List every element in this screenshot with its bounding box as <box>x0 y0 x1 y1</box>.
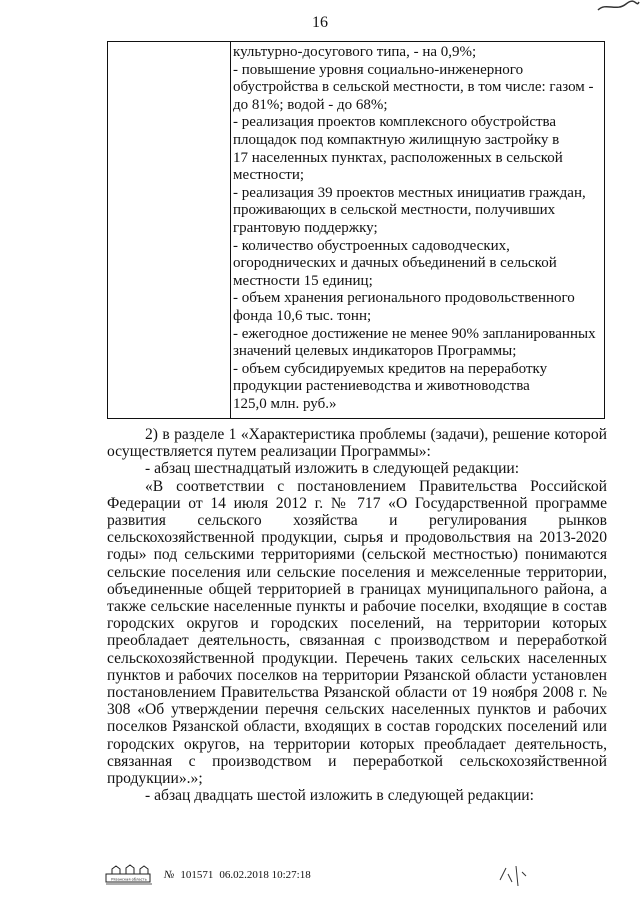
table-line: продукции растениеводства и животноводства <box>233 378 530 395</box>
timestamp: 06.02.2018 10:27:18 <box>219 869 311 881</box>
region-logo-icon <box>104 864 156 886</box>
corner-scribble-icon <box>596 0 640 14</box>
table-line: проживающих в сельской местности, получивших <box>233 202 556 219</box>
table-line: - объем субсидируемых кредитов на переработку <box>233 360 548 377</box>
table-line: площадок под компактную жилищную застройку в <box>233 131 560 148</box>
svg-text:Рязанская область: Рязанская область <box>111 877 147 882</box>
table-line: до 81%; водой - до 68%; <box>233 96 388 113</box>
document-number: 101571 <box>180 869 214 881</box>
table-line: огороднических и дачных объединений в сельской <box>233 255 557 272</box>
table-line: - повышение уровня социально-инженерного <box>233 61 524 78</box>
table-line: 125,0 млн. руб.» <box>233 395 337 412</box>
table-line: культурно-досугового типа, - на 0,9%; <box>233 44 477 60</box>
table-line: значений целевых индикаторов Программы; <box>233 343 517 360</box>
table-line: 17 населенных пунктах, расположенных в сельской <box>233 149 563 166</box>
indicators-table <box>107 41 605 419</box>
document-body <box>107 426 607 804</box>
table-line: - ежегодное достижение не менее 90% запланированных <box>233 325 596 342</box>
signature-mark-icon <box>496 860 532 890</box>
table-line: - реализация 39 проектов местных инициатив граждан, <box>233 184 586 201</box>
table-left-cell <box>108 42 231 418</box>
paragraph-abzac-16: - абзац шестнадцатый изложить в следующей редакции: <box>145 460 520 478</box>
table-line: грантовую поддержку; <box>233 219 378 236</box>
table-line: - реализация проектов комплексного обустройства <box>233 114 557 131</box>
table-line: обустройства в сельской местности, в том числе: газом - <box>233 79 594 96</box>
table-right-cell <box>231 44 600 413</box>
footer-stamp <box>104 864 311 886</box>
table-line: - объем хранения регионального продовольственного <box>233 290 575 307</box>
table-line: местности; <box>233 167 305 184</box>
paragraph-quote: «В соответствии с постановлением Правительства Российской Федерации от 14 июля 2012 г. № 717 «О Государственной программе развития сельского хозяйства и регулирования рынков сельскохозяйственной продукции, сырья и продовольствия на 2013-2020 годы» под сельскими территориями (сельской местностью) понимаются сельские поселения или сельские поселения и межселенные территории, объединенные общей территорией в границах муниципального района, а также сельские населенные пункты и рабочие поселки, входящие в состав городских округов и городских поселений, на территории которых преобладает деятельность, связанная с производством и переработкой сельскохозяйственной продукции. Перечень таких сельских населенных пунктов и рабочих поселков на территории Рязанской области установлен постановлением Правительства Рязанской области от 19 ноября 2008 г. № 308 «Об утверждении перечня сельских населенных пунктов и рабочих поселков Рязанской области, входящих в состав городских поселений или городских округов, на территории которых преобладает деятельность, связанная с производством и переработкой сельскохозяйственной продукции».»; <box>107 477 607 788</box>
table-line: - количество обустроенных садоводческих, <box>233 237 510 254</box>
paragraph-abzac-26: - абзац двадцать шестой изложить в следующей редакции: <box>145 787 534 805</box>
page-number: 16 <box>312 14 328 31</box>
number-sign: № <box>164 869 175 881</box>
table-line: местности 15 единиц; <box>233 272 373 289</box>
table-line: фонда 10,6 тыс. тонн; <box>233 307 372 324</box>
paragraph-section-1: 2) в разделе 1 «Характеристика проблемы (задачи), решение которой осуществляется путем реализации Программы»: <box>107 426 607 461</box>
